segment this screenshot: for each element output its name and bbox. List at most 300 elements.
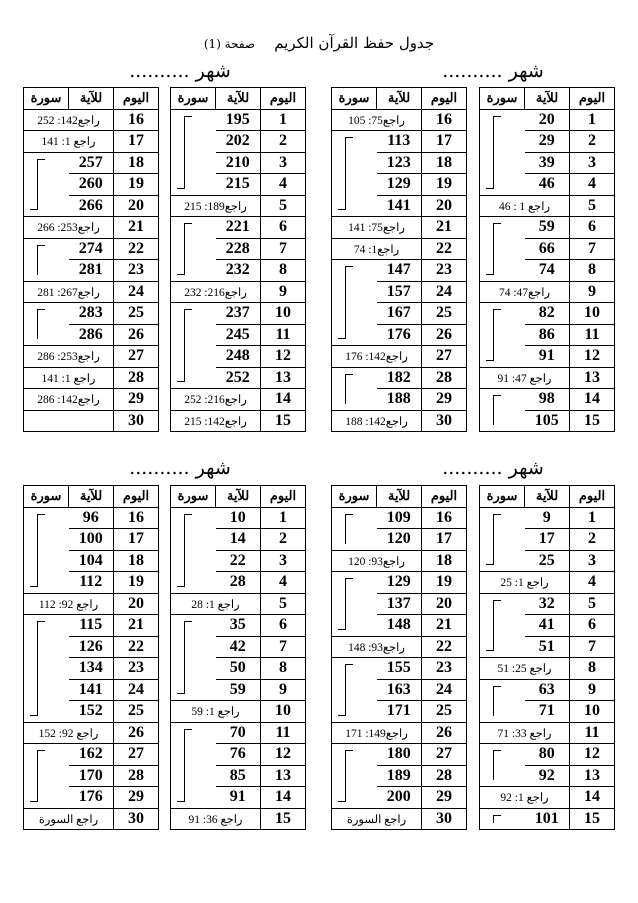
ayah-cell: 129	[377, 572, 422, 594]
review-cell: راجع253: 266	[24, 217, 114, 239]
surah-bracket-mark	[184, 729, 185, 802]
table-row	[332, 410, 467, 432]
day-cell: 5	[570, 593, 615, 615]
day-cell: 7	[570, 636, 615, 658]
header-surah: سورة	[480, 88, 525, 110]
day-cell: 29	[114, 389, 159, 411]
review-cell: راجع السورة	[332, 808, 422, 830]
header-day: اليوم	[261, 486, 306, 508]
table-row	[24, 744, 159, 766]
ayah-cell: 248	[216, 346, 261, 368]
day-cell: 18	[422, 152, 467, 174]
header-surah: سورة	[24, 88, 69, 110]
day-cell: 9	[261, 281, 306, 303]
table-row	[480, 389, 615, 411]
header-day: اليوم	[570, 486, 615, 508]
day-cell: 21	[422, 217, 467, 239]
surah-cell	[480, 389, 525, 432]
ayah-cell: 210	[216, 152, 261, 174]
day-cell: 30	[114, 808, 159, 830]
ayah-cell: 105	[525, 410, 570, 432]
ayah-cell: 86	[525, 324, 570, 346]
surah-cell	[24, 238, 69, 281]
day-cell: 26	[422, 722, 467, 744]
day-cell: 22	[114, 636, 159, 658]
day-cell: 1	[570, 507, 615, 529]
ayah-cell: 100	[69, 529, 114, 551]
day-cell: 21	[422, 615, 467, 637]
surah-bracket-mark	[493, 815, 494, 824]
header-surah: سورة	[24, 486, 69, 508]
ayah-cell: 120	[377, 529, 422, 551]
review-cell: راجع 92: 152	[24, 722, 114, 744]
table-row	[480, 195, 615, 217]
table-header-row	[332, 88, 467, 110]
surah-cell	[332, 260, 377, 346]
day-cell: 30	[422, 410, 467, 432]
table-row	[24, 281, 159, 303]
ayah-cell: 92	[525, 765, 570, 787]
review-cell: راجع 1 : 46	[480, 195, 570, 217]
ayah-cell: 39	[525, 152, 570, 174]
table-row	[332, 507, 467, 529]
day-cell: 3	[570, 550, 615, 572]
surah-bracket-mark	[493, 116, 494, 189]
table-row	[480, 572, 615, 594]
day-cell: 3	[570, 152, 615, 174]
day-cell: 11	[261, 722, 306, 744]
day-cell: 15	[261, 808, 306, 830]
day-cell: 5	[261, 195, 306, 217]
ayah-cell: 25	[525, 550, 570, 572]
ayah-cell: 245	[216, 324, 261, 346]
review-cell: راجع93: 148	[332, 636, 422, 658]
ayah-cell: 91	[216, 787, 261, 809]
header-day: اليوم	[422, 88, 467, 110]
day-cell: 10	[261, 701, 306, 723]
day-cell: 27	[422, 744, 467, 766]
surah-bracket-mark	[493, 514, 494, 566]
surah-bracket-mark	[184, 116, 185, 189]
ayah-cell: 176	[377, 324, 422, 346]
day-cell: 17	[422, 131, 467, 153]
table-row	[24, 152, 159, 174]
day-cell: 12	[261, 346, 306, 368]
review-cell: راجع 1: 28	[171, 593, 261, 615]
day-cell: 5	[261, 593, 306, 615]
review-cell: راجع142: 176	[332, 346, 422, 368]
surah-cell	[480, 109, 525, 195]
table-header-row	[480, 88, 615, 110]
day-cell: 27	[114, 744, 159, 766]
header-surah: سورة	[171, 486, 216, 508]
table-row	[171, 808, 306, 830]
review-cell: راجع93: 120	[332, 550, 422, 572]
day-cell: 24	[114, 281, 159, 303]
surah-cell	[480, 217, 525, 282]
ayah-cell: 163	[377, 679, 422, 701]
day-cell: 15	[261, 410, 306, 432]
surah-cell	[332, 658, 377, 723]
review-cell: راجع 1: 25	[480, 572, 570, 594]
header-ayah: للآية	[216, 486, 261, 508]
day-cell: 18	[114, 152, 159, 174]
memorization-table-4	[23, 87, 159, 432]
day-cell: 6	[570, 217, 615, 239]
day-cell: 23	[422, 658, 467, 680]
day-cell: 23	[422, 260, 467, 282]
review-cell: راجع 1: 141	[24, 131, 114, 153]
day-cell: 18	[114, 550, 159, 572]
ayah-cell: 98	[525, 389, 570, 411]
ayah-cell: 162	[69, 744, 114, 766]
day-cell: 12	[570, 346, 615, 368]
day-cell: 4	[261, 174, 306, 196]
month-label-4: شهر ..........	[129, 457, 231, 479]
day-cell: 12	[570, 744, 615, 766]
surah-bracket-mark	[345, 266, 346, 339]
ayah-cell: 10	[216, 507, 261, 529]
table-row	[332, 722, 467, 744]
page-number-label: صفحة (1)	[203, 37, 256, 51]
table-row	[171, 195, 306, 217]
day-cell: 9	[570, 679, 615, 701]
memorization-table-7	[170, 485, 306, 830]
ayah-cell: 167	[377, 303, 422, 325]
review-cell: راجع149: 171	[332, 722, 422, 744]
day-cell: 28	[114, 765, 159, 787]
ayah-cell: 152	[69, 701, 114, 723]
ayah-cell: 257	[69, 152, 114, 174]
day-cell: 21	[114, 615, 159, 637]
ayah-cell: 101	[525, 808, 570, 830]
ayah-cell: 14	[216, 529, 261, 551]
surah-bracket-mark	[37, 309, 38, 339]
surah-bracket-mark	[184, 514, 185, 587]
surah-cell	[24, 152, 69, 217]
day-cell: 3	[261, 550, 306, 572]
header-ayah: للآية	[525, 486, 570, 508]
ayah-cell: 137	[377, 593, 422, 615]
day-cell: 28	[422, 765, 467, 787]
day-cell: 10	[570, 701, 615, 723]
ayah-cell: 141	[69, 679, 114, 701]
ayah-cell: 22	[216, 550, 261, 572]
ayah-cell: 195	[216, 109, 261, 131]
ayah-cell: 147	[377, 260, 422, 282]
table-row	[171, 593, 306, 615]
surah-bracket-mark	[493, 309, 494, 361]
ayah-cell: 29	[525, 131, 570, 153]
review-cell: راجع267: 281	[24, 281, 114, 303]
review-cell: راجع السورة	[24, 808, 114, 830]
surah-cell	[480, 593, 525, 658]
month-label-1: شهر ..........	[442, 60, 544, 82]
surah-cell	[171, 507, 216, 593]
review-cell: راجع47: 74	[480, 281, 570, 303]
day-cell: 15	[570, 410, 615, 432]
day-cell: 16	[422, 507, 467, 529]
day-cell: 4	[570, 572, 615, 594]
day-cell: 10	[261, 303, 306, 325]
ayah-cell: 109	[377, 507, 422, 529]
table-header-row	[480, 486, 615, 508]
table-row	[480, 109, 615, 131]
ayah-cell: 180	[377, 744, 422, 766]
day-cell: 11	[261, 324, 306, 346]
ayah-cell: 200	[377, 787, 422, 809]
surah-bracket-mark	[345, 137, 346, 210]
review-cell: راجع 1: 59	[171, 701, 261, 723]
ayah-cell: 237	[216, 303, 261, 325]
table-row	[332, 658, 467, 680]
day-cell: 21	[114, 217, 159, 239]
surah-bracket-mark	[345, 578, 346, 630]
surah-cell	[332, 131, 377, 217]
memorization-table-8	[23, 485, 159, 830]
day-cell: 5	[570, 195, 615, 217]
table-row	[480, 217, 615, 239]
surah-cell	[24, 507, 69, 593]
header-surah: سورة	[480, 486, 525, 508]
surah-bracket-mark	[345, 514, 346, 544]
surah-cell	[171, 303, 216, 389]
review-cell: راجع 36: 91	[171, 808, 261, 830]
table-row	[24, 238, 159, 260]
review-cell: راجع253: 286	[24, 346, 114, 368]
day-cell: 8	[570, 260, 615, 282]
ayah-cell: 35	[216, 615, 261, 637]
ayah-cell: 232	[216, 260, 261, 282]
month-label-3: شهر ..........	[442, 457, 544, 479]
review-cell: راجع75: 105	[332, 109, 422, 131]
day-cell: 18	[422, 550, 467, 572]
memorization-table-5	[479, 485, 615, 830]
header-day: اليوم	[114, 88, 159, 110]
review-cell: راجع142: 286	[24, 389, 114, 411]
ayah-cell: 20	[525, 109, 570, 131]
ayah-cell: 281	[69, 260, 114, 282]
surah-cell	[480, 808, 525, 830]
table-row	[24, 346, 159, 368]
surah-bracket-mark	[493, 686, 494, 716]
surah-cell	[480, 303, 525, 368]
ayah-cell: 260	[69, 174, 114, 196]
table-row	[171, 303, 306, 325]
memorization-table-3	[170, 87, 306, 432]
day-cell: 3	[261, 152, 306, 174]
day-cell: 6	[261, 615, 306, 637]
day-cell: 14	[261, 389, 306, 411]
table-row	[480, 507, 615, 529]
month-label-2: شهر ..........	[129, 60, 231, 82]
surah-bracket-mark	[37, 621, 38, 716]
ayah-cell: 32	[525, 593, 570, 615]
table-row	[171, 701, 306, 723]
header-ayah: للآية	[69, 486, 114, 508]
ayah-cell: 59	[216, 679, 261, 701]
day-cell: 4	[261, 572, 306, 594]
ayah-cell: 129	[377, 174, 422, 196]
surah-bracket-mark	[184, 621, 185, 694]
day-cell: 14	[261, 787, 306, 809]
day-cell: 29	[422, 787, 467, 809]
ayah-cell: 113	[377, 131, 422, 153]
surah-bracket-mark	[345, 664, 346, 716]
day-cell: 9	[261, 679, 306, 701]
day-cell: 17	[422, 529, 467, 551]
ayah-cell: 96	[69, 507, 114, 529]
surah-cell	[171, 217, 216, 282]
surah-bracket-mark	[37, 514, 38, 587]
memorization-table-6	[331, 485, 467, 830]
table-row	[171, 615, 306, 637]
table-header-row	[171, 486, 306, 508]
table-row	[332, 636, 467, 658]
day-cell: 12	[261, 744, 306, 766]
day-cell: 29	[422, 389, 467, 411]
surah-bracket-mark	[184, 309, 185, 382]
day-cell: 13	[261, 765, 306, 787]
surah-cell	[480, 744, 525, 787]
review-cell: راجع142: 252	[24, 109, 114, 131]
table-row	[24, 410, 159, 432]
ayah-cell: 91	[525, 346, 570, 368]
ayah-cell: 41	[525, 615, 570, 637]
memorization-table-2	[331, 87, 467, 432]
ayah-cell: 215	[216, 174, 261, 196]
header-surah: سورة	[332, 486, 377, 508]
ayah-cell: 123	[377, 152, 422, 174]
table-row	[171, 507, 306, 529]
day-cell: 24	[422, 281, 467, 303]
day-cell: 28	[422, 367, 467, 389]
header-ayah: للآية	[525, 88, 570, 110]
ayah-cell: 28	[216, 572, 261, 594]
day-cell: 7	[261, 238, 306, 260]
ayah-cell: 141	[377, 195, 422, 217]
table-row	[24, 615, 159, 637]
day-cell: 11	[570, 722, 615, 744]
day-cell: 1	[261, 507, 306, 529]
day-cell: 15	[570, 808, 615, 830]
table-row	[332, 744, 467, 766]
ayah-cell: 283	[69, 303, 114, 325]
day-cell: 20	[422, 593, 467, 615]
day-cell: 30	[422, 808, 467, 830]
table-row	[171, 410, 306, 432]
surah-cell	[332, 744, 377, 809]
day-cell: 23	[114, 260, 159, 282]
day-cell: 25	[114, 701, 159, 723]
review-cell: راجع142: 215	[171, 410, 261, 432]
table-row	[171, 217, 306, 239]
table-row	[24, 217, 159, 239]
review-cell: راجع216: 252	[171, 389, 261, 411]
surah-cell	[332, 367, 377, 410]
day-cell: 14	[570, 787, 615, 809]
day-cell: 10	[570, 303, 615, 325]
ayah-cell: 46	[525, 174, 570, 196]
ayah-cell: 134	[69, 658, 114, 680]
ayah-cell: 126	[69, 636, 114, 658]
review-cell	[24, 410, 114, 432]
surah-cell	[171, 615, 216, 701]
ayah-cell: 85	[216, 765, 261, 787]
surah-cell	[480, 507, 525, 572]
surah-bracket-mark	[345, 374, 346, 404]
day-cell: 20	[114, 195, 159, 217]
day-cell: 19	[114, 174, 159, 196]
surah-cell	[171, 109, 216, 195]
header-day: اليوم	[261, 88, 306, 110]
header-surah: سورة	[171, 88, 216, 110]
day-cell: 13	[570, 765, 615, 787]
table-row	[480, 679, 615, 701]
day-cell: 22	[114, 238, 159, 260]
surah-cell	[171, 722, 216, 808]
header-day: اليوم	[422, 486, 467, 508]
table-row	[171, 109, 306, 131]
ayah-cell: 221	[216, 217, 261, 239]
day-cell: 26	[422, 324, 467, 346]
table-row	[24, 593, 159, 615]
table-row	[480, 722, 615, 744]
ayah-cell: 157	[377, 281, 422, 303]
ayah-cell: 189	[377, 765, 422, 787]
table-row	[332, 367, 467, 389]
day-cell: 7	[570, 238, 615, 260]
surah-bracket-mark	[37, 245, 38, 275]
ayah-cell: 63	[525, 679, 570, 701]
table-header-row	[24, 486, 159, 508]
ayah-cell: 115	[69, 615, 114, 637]
header-ayah: للآية	[216, 88, 261, 110]
table-row	[332, 238, 467, 260]
surah-cell	[24, 615, 69, 723]
review-cell: راجع142: 188	[332, 410, 422, 432]
day-cell: 1	[261, 109, 306, 131]
review-cell: راجع 92: 112	[24, 593, 114, 615]
surah-bracket-mark	[493, 395, 494, 425]
ayah-cell: 50	[216, 658, 261, 680]
day-cell: 6	[570, 615, 615, 637]
table-row	[480, 808, 615, 830]
table-header-row	[332, 486, 467, 508]
surah-bracket-mark	[37, 159, 38, 211]
review-cell: راجع 1: 141	[24, 367, 114, 389]
day-cell: 20	[114, 593, 159, 615]
page-title	[0, 34, 638, 52]
ayah-cell: 71	[525, 701, 570, 723]
day-cell: 19	[114, 572, 159, 594]
review-cell: راجع216: 232	[171, 281, 261, 303]
day-cell: 17	[114, 529, 159, 551]
review-cell: راجع 33: 71	[480, 722, 570, 744]
day-cell: 27	[422, 346, 467, 368]
day-cell: 19	[422, 174, 467, 196]
day-cell: 11	[570, 324, 615, 346]
ayah-cell: 188	[377, 389, 422, 411]
table-row	[24, 722, 159, 744]
header-day: اليوم	[114, 486, 159, 508]
ayah-cell: 74	[525, 260, 570, 282]
ayah-cell: 42	[216, 636, 261, 658]
day-cell: 22	[422, 636, 467, 658]
surah-cell	[24, 744, 69, 809]
day-cell: 24	[114, 679, 159, 701]
day-cell: 8	[261, 658, 306, 680]
